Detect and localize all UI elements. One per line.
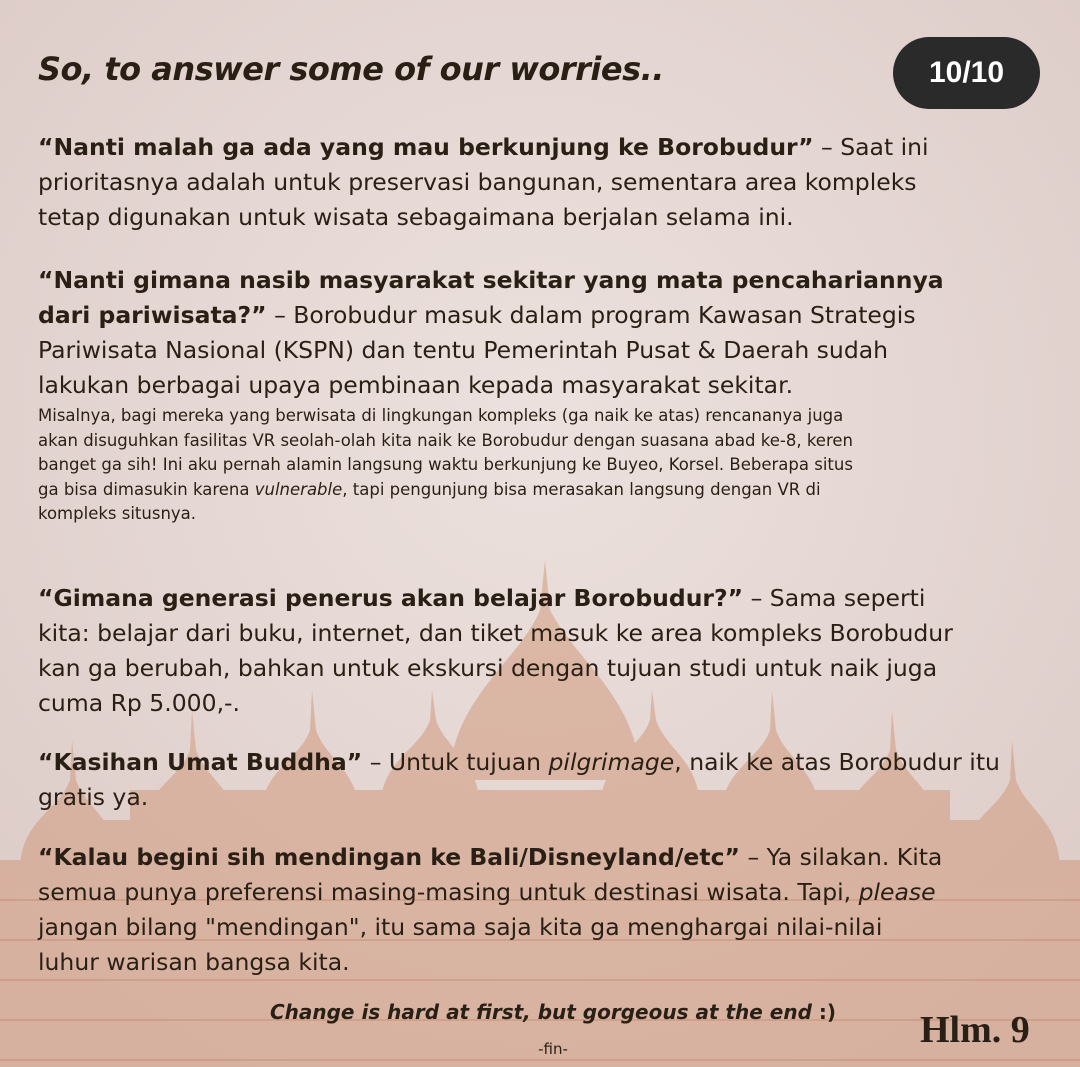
answer-block-4 xyxy=(38,745,1078,815)
answer-block-3 xyxy=(38,581,1078,721)
page-indicator-badge: 10/10 xyxy=(893,37,1040,109)
text-line: “Kasihan Umat Buddha” – Untuk tujuan pilgrimage, naik ke atas Borobudur itu xyxy=(38,748,1000,776)
text-line: “Kalau begini sih mendingan ke Bali/Disneyland/etc” – Ya silakan. Kita xyxy=(38,843,943,871)
text-line: “Nanti gimana nasib masyarakat sekitar yang mata pencahariannya xyxy=(38,266,944,294)
answer-block-5 xyxy=(38,840,1078,980)
text-line: kan ga berubah, bahkan untuk ekskursi dengan tujuan studi untuk naik juga xyxy=(38,654,938,682)
text-line: “Nanti malah ga ada yang mau berkunjung ke Borobudur” – Saat ini xyxy=(38,133,929,161)
footnote-line: Misalnya, bagi mereka yang berwisata di lingkungan kompleks (ga naik ke atas) rencananya juga xyxy=(38,406,844,425)
text-line: luhur warisan bangsa kita. xyxy=(38,948,350,976)
text-line: cuma Rp 5.000,-. xyxy=(38,689,240,717)
text-line: Pariwisata Nasional (KSPN) dan tentu Pemerintah Pusat & Daerah sudah xyxy=(38,336,889,364)
text-line: kita: belajar dari buku, internet, dan tiket masuk ke area kompleks Borobudur xyxy=(38,619,953,647)
text-line: gratis ya. xyxy=(38,783,149,811)
answer-block-2 xyxy=(38,263,1078,527)
text-line: semua punya preferensi masing-masing untuk destinasi wisata. Tapi, please xyxy=(38,878,936,906)
fin-label: -fin- xyxy=(538,1040,568,1058)
footnote-line: kompleks situsnya. xyxy=(38,504,197,523)
page-number-label: Hlm. 9 xyxy=(920,1009,1030,1051)
text-line: lakukan berbagai upaya pembinaan kepada masyarakat sekitar. xyxy=(38,371,794,399)
text-line: tetap digunakan untuk wisata sebagaimana berjalan selama ini. xyxy=(38,203,794,231)
closing-quote: Change is hard at first, but gorgeous at the end :) xyxy=(269,1000,837,1024)
text-line: dari pariwisata?” – Borobudur masuk dalam program Kawasan Strategis xyxy=(38,301,916,329)
footnote-line: banget ga sih! Ini aku pernah alamin langsung waktu berkunjung ke Buyeo, Korsel. Beberapa situs xyxy=(38,455,853,474)
footnote xyxy=(38,404,1078,527)
footnote-line: akan disuguhkan fasilitas VR seolah-olah kita naik ke Borobudur dengan suasana abad ke-8, keren xyxy=(38,430,853,450)
page-title: So, to answer some of our worries.. xyxy=(38,50,664,88)
answer-block-1 xyxy=(38,130,1078,235)
text-line: “Gimana generasi penerus akan belajar Borobudur?” – Sama seperti xyxy=(38,584,926,612)
footnote-line: ga bisa dimasukin karena vulnerable, tapi pengunjung bisa merasakan langsung dengan VR di xyxy=(38,479,821,499)
text-line: jangan bilang "mendingan", itu sama saja kita ga menghargai nilai-nilai xyxy=(38,913,883,941)
text-line: prioritasnya adalah untuk preservasi bangunan, sementara area kompleks xyxy=(38,168,917,196)
